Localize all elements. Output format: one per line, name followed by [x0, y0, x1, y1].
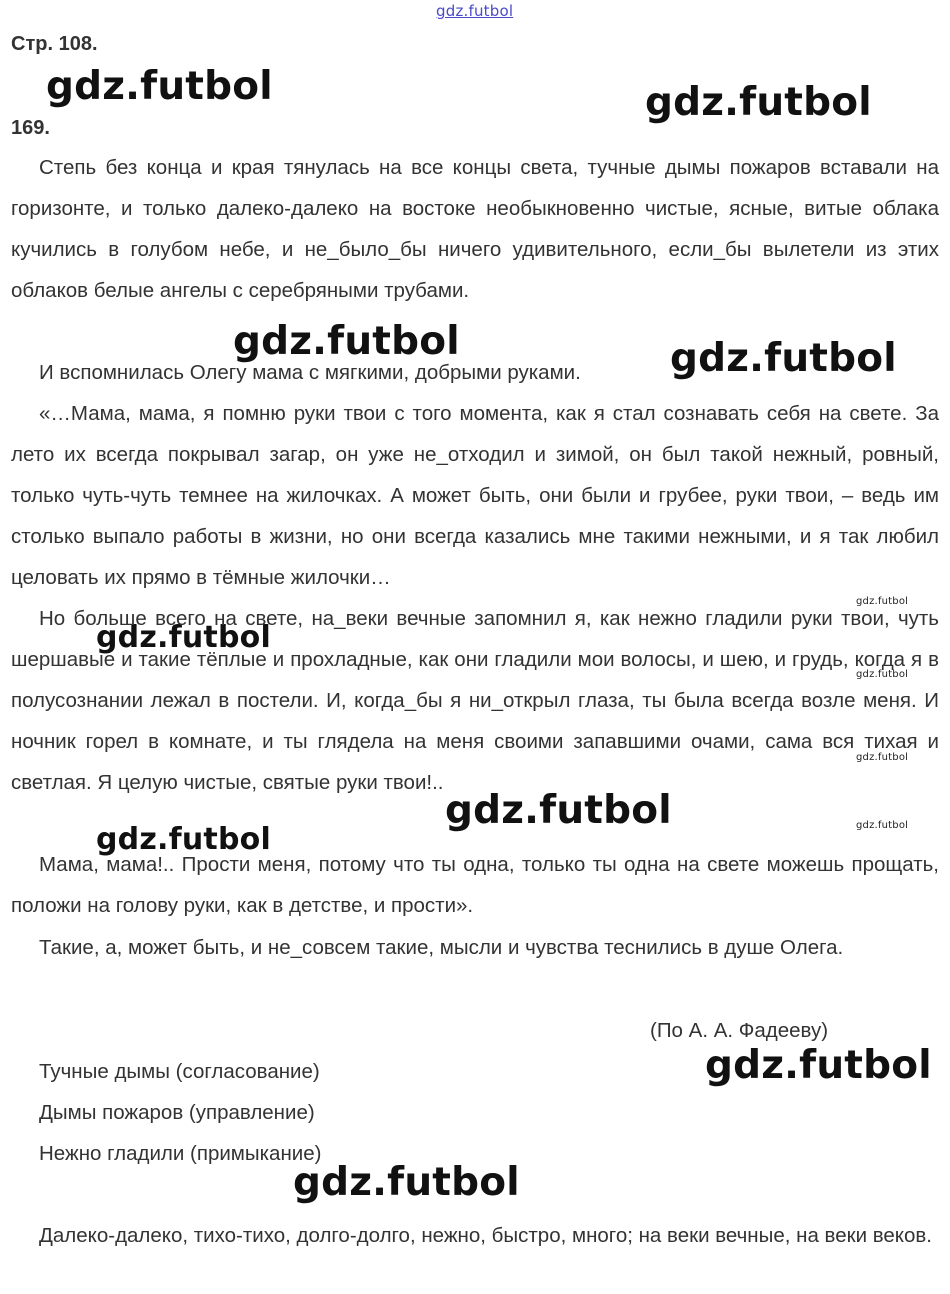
phrase-item: Нежно гладили (примыкание): [39, 1142, 322, 1165]
paragraph: Такие, а, может быть, и не_совсем такие, мысли и чувства теснились в душе Олега.: [39, 936, 844, 959]
phrase-item: Дымы пожаров (управление): [39, 1101, 315, 1124]
author-attribution: (По А. А. Фадееву): [650, 1019, 829, 1042]
paragraph: И вспомнилась Олегу мама с мягкими, добрыми руками.: [39, 361, 581, 384]
watermark: gdz.futbol: [705, 1043, 932, 1088]
watermark: gdz.futbol: [233, 319, 460, 364]
page-label: Стр. 108.: [11, 33, 98, 55]
watermark: gdz.futbol: [96, 822, 271, 857]
phrase-item: Тучные дымы (согласование): [39, 1060, 320, 1083]
paragraph: Но больше всего на свете, на_веки вечные запомнил я, как нежно гладили руки твои, чуть шершавые и такие тёплые и прохладные, как они гладили мои волосы, и шею, и грудь, когда я в полусознании лежал в постели. И, когда_бы я ни_открыл глаза, ты была всегда возле меня. И ночник горел в комнате, и ты глядела на меня своими запавшими очами, сама вся тихая и светлая. Я целую чистые, святые руки твои!..: [11, 607, 939, 794]
watermark-small: gdz.futbol: [856, 669, 909, 680]
watermark-small: gdz.futbol: [856, 752, 909, 763]
watermark-top[interactable]: gdz.futbol: [436, 2, 514, 20]
paragraph: Мама, мама!.. Прости меня, потому что ты одна, только ты одна на свете можешь прощать, положи на голову руки, как в детстве, и прости».: [11, 853, 939, 917]
watermark: gdz.futbol: [46, 64, 273, 109]
watermark: gdz.futbol: [293, 1160, 520, 1205]
exercise-number: 169.: [11, 117, 50, 139]
paragraph: «…Мама, мама, я помню руки твои с того момента, как я стал сознавать себя на свете. За лето их всегда покрывал загар, он уже не_отходил и зимой, он был такой нежный, ровный, только чуть-чуть темнее на жилочках. А может быть, они были и грубее, руки твои, – ведь им столько выпало работы в жизни, но они всегда казались мне такими нежными, и я так любил целовать их прямо в тёмные жилочки…: [11, 402, 939, 589]
watermark: gdz.futbol: [670, 336, 897, 381]
watermark: gdz.futbol: [645, 80, 872, 125]
adverbs-paragraph: Далеко-далеко, тихо-тихо, долго-долго, нежно, быстро, много; на веки вечные, на веки веков.: [39, 1224, 932, 1247]
watermark: gdz.futbol: [445, 788, 672, 833]
watermark-small: gdz.futbol: [856, 596, 909, 607]
watermark: gdz.futbol: [96, 620, 271, 655]
paragraph: Степь без конца и края тянулась на все концы света, тучные дымы пожаров вставали на горизонте, и только далеко-далеко на востоке необыкновенно чистые, ясные, витые облака кучились в голубом небе, и не_было_бы ничего удивительного, если_бы вылетели из этих облаков белые ангелы с серебряными трубами.: [11, 156, 939, 302]
watermark-small: gdz.futbol: [856, 820, 909, 831]
